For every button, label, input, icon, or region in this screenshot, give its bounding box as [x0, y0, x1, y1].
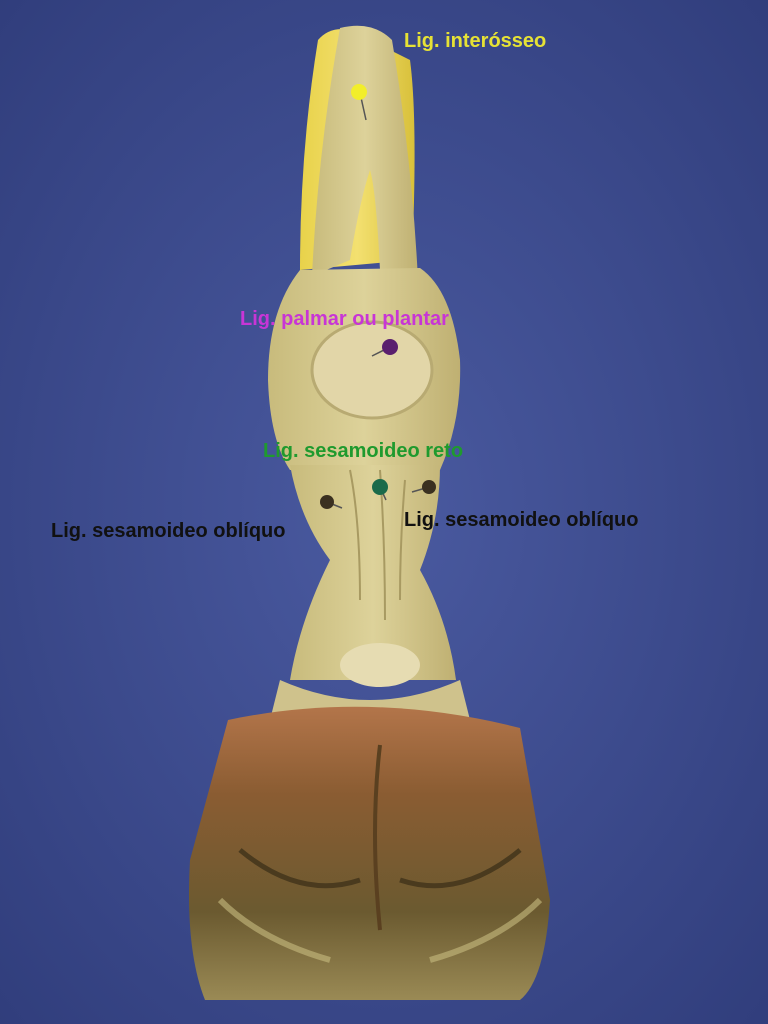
label-sesamoid-oblique-left: Lig. sesamoideo oblíquo	[51, 520, 286, 542]
pin-dark-left	[320, 495, 334, 509]
pin-yellow	[351, 84, 367, 100]
pin-green	[372, 479, 388, 495]
label-sesamoid-straight: Lig. sesamoideo reto	[263, 440, 464, 462]
palmar-ligament-surface	[312, 322, 432, 418]
pin-dark-right	[422, 480, 436, 494]
navicular-area	[340, 643, 420, 687]
pin-purple	[382, 339, 398, 355]
label-palmar-plantar: Lig. palmar ou plantar	[240, 308, 449, 330]
label-sesamoid-oblique-right: Lig. sesamoideo oblíquo	[404, 509, 639, 531]
label-interosseous: Lig. interósseo	[404, 30, 547, 52]
